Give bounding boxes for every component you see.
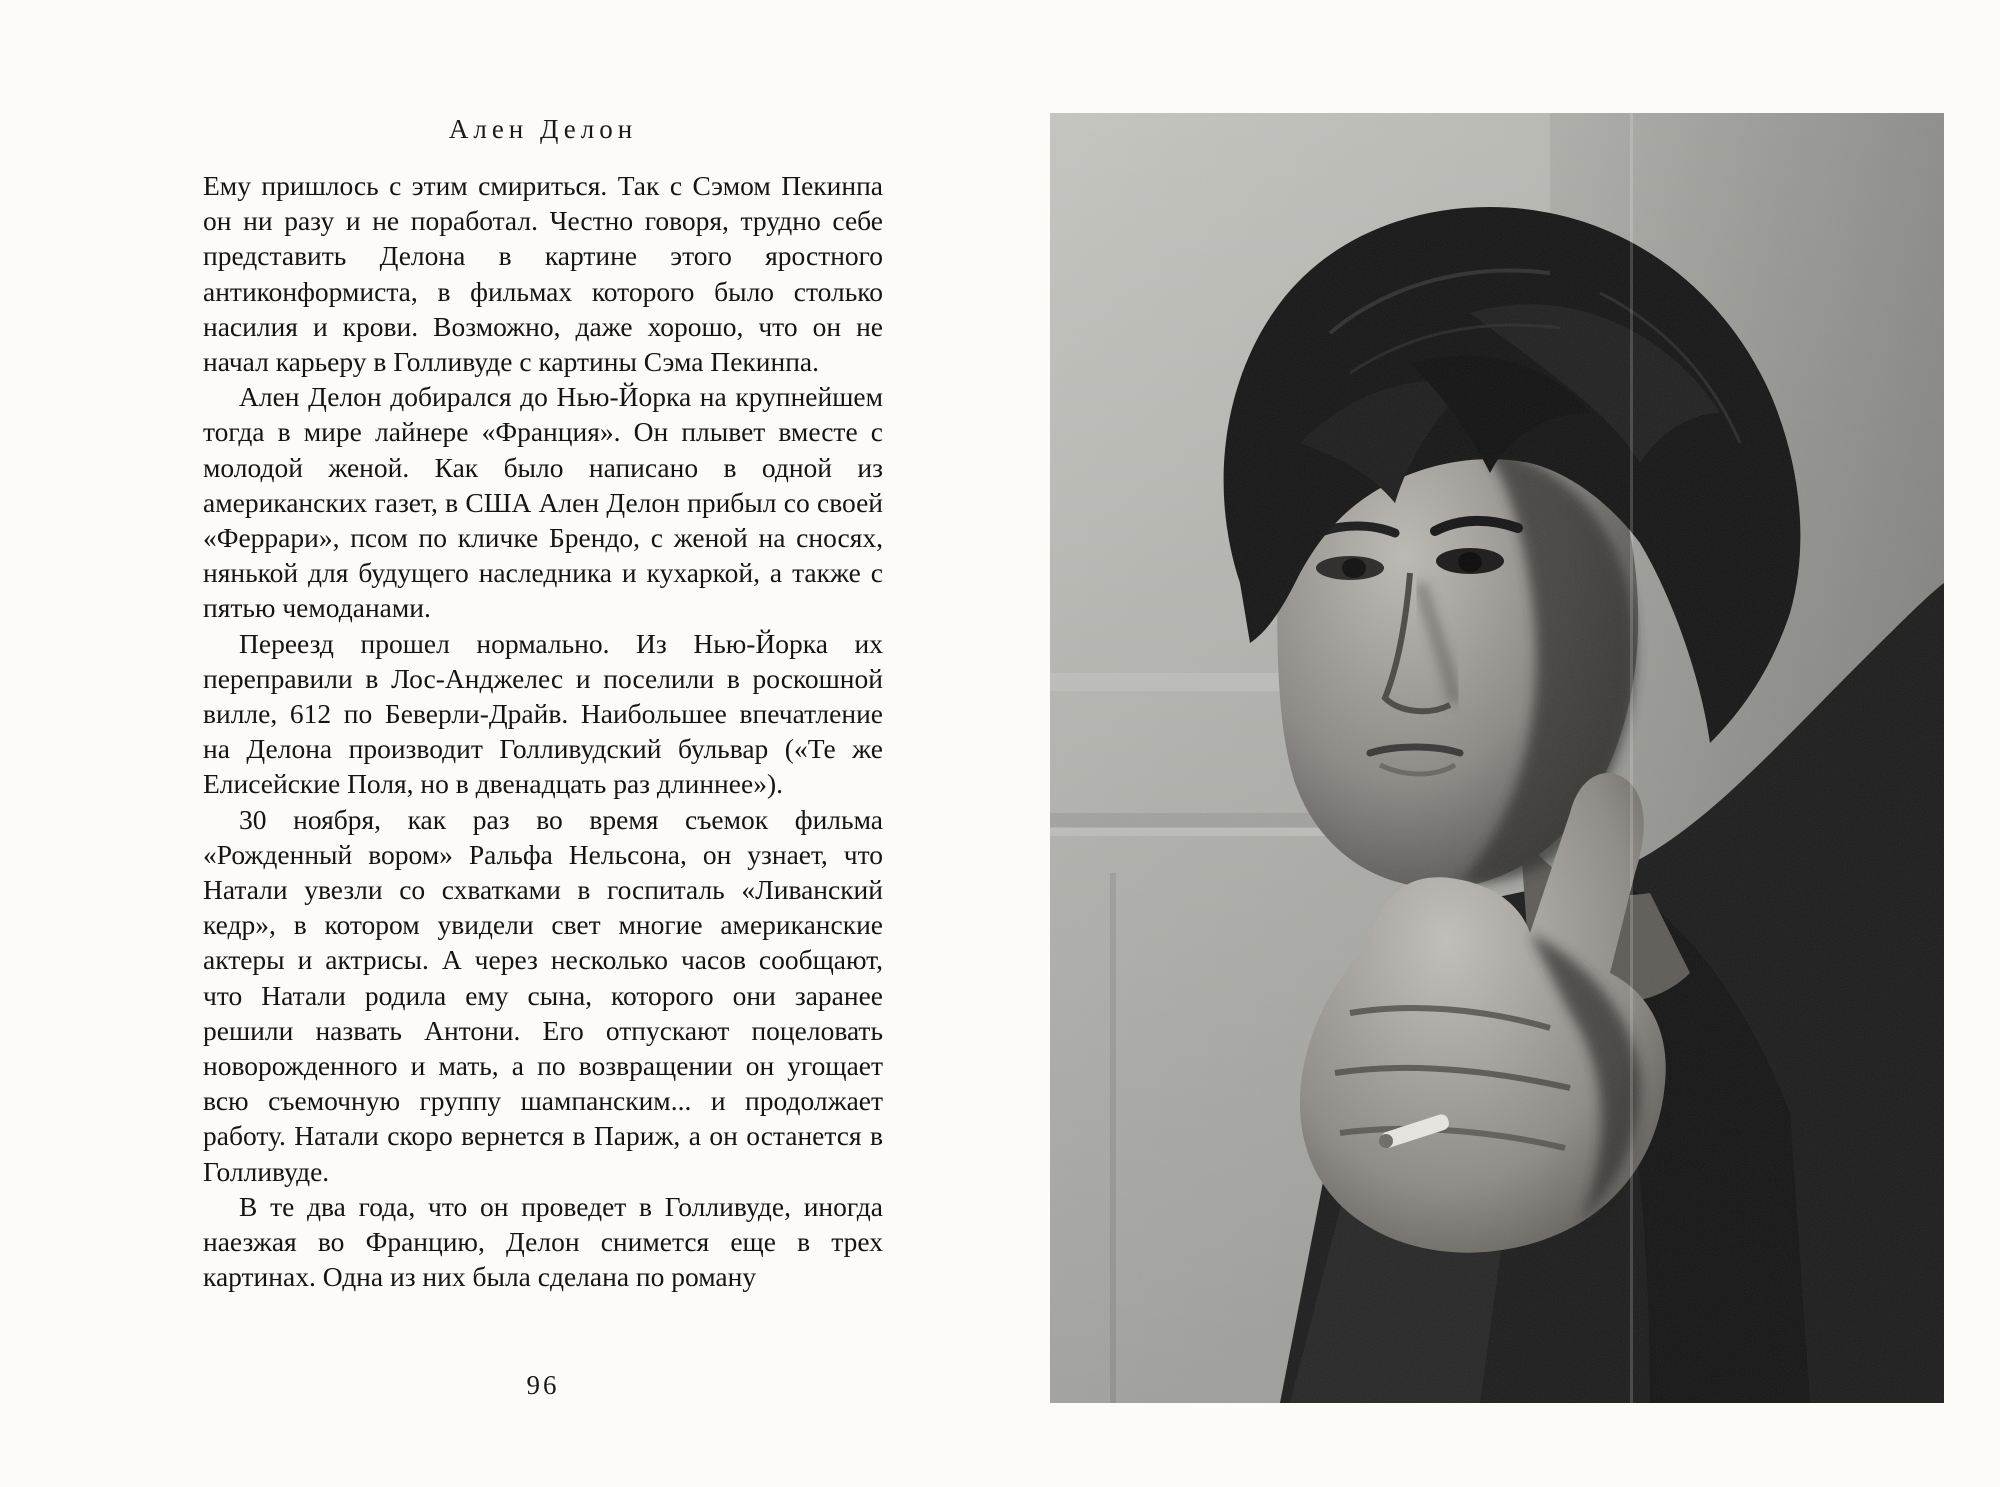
paragraph-5: В те два года, что он проведет в Голливуде, иногда наезжая во Францию, Делон снимется еще в трех картинах. Одна из них была сделана по роману — [203, 1190, 883, 1293]
portrait-photo-icon — [1050, 113, 1944, 1403]
paragraph-3: Переезд прошел нормально. Из Нью-Йорка их переправили в Лос-Анджелес и поселили в роскошной вилле, 612 по Беверли-Драйв. Наибольшее впечатление на Делона производит Голливудский бульвар («Те же Елисейские Поля, но в двенадцать раз длиннее»). — [203, 627, 883, 800]
paragraph-1: Ему пришлось с этим смириться. Так с Сэмом Пекинпа он ни разу и не поработал. Честно говоря, трудно себе представить Делона в картине этого яростного антиконформиста, в фильмах которого было столько насилия и крови. Возможно, даже хорошо, что он не начал карьеру в Голливуде с картины Сэма Пекинпа. — [203, 170, 883, 378]
page-number: 96 — [526, 1370, 560, 1400]
right-page — [1010, 0, 2000, 1487]
running-head: Ален Делон — [448, 114, 638, 144]
text-column — [203, 168, 883, 1295]
paragraph-2: Ален Делон добирался до Нью-Йорка на крупнейшем тогда в мире лайнере «Франция». Он плывет вместе с молодой женой. Как было написано в одной из американских газет, в США Ален Делон прибыл со своей «Феррари», псом по кличке Брендо, с женой на сносях, нянькой для будущего наследника и кухаркой, а также с пятью чемоданами. — [203, 381, 883, 624]
paragraph-4: 30 ноября, как раз во время съемок фильма «Рожденный вором» Ральфа Нельсона, он узнает, что Натали увезли со схватками в госпиталь «Ливанский кедр», в котором увидели свет многие американские актеры и актрисы. А через несколько часов сообщают, что Натали родила ему сына, которого они заранее решили назвать Антони. Его отпускают поцеловать новорожденного и мать, а по возвращении он угощает всю съемочную группу шампанским... и продолжает работу. Натали скоро вернется в Париж, а он останется в Голливуде. — [203, 803, 883, 1187]
